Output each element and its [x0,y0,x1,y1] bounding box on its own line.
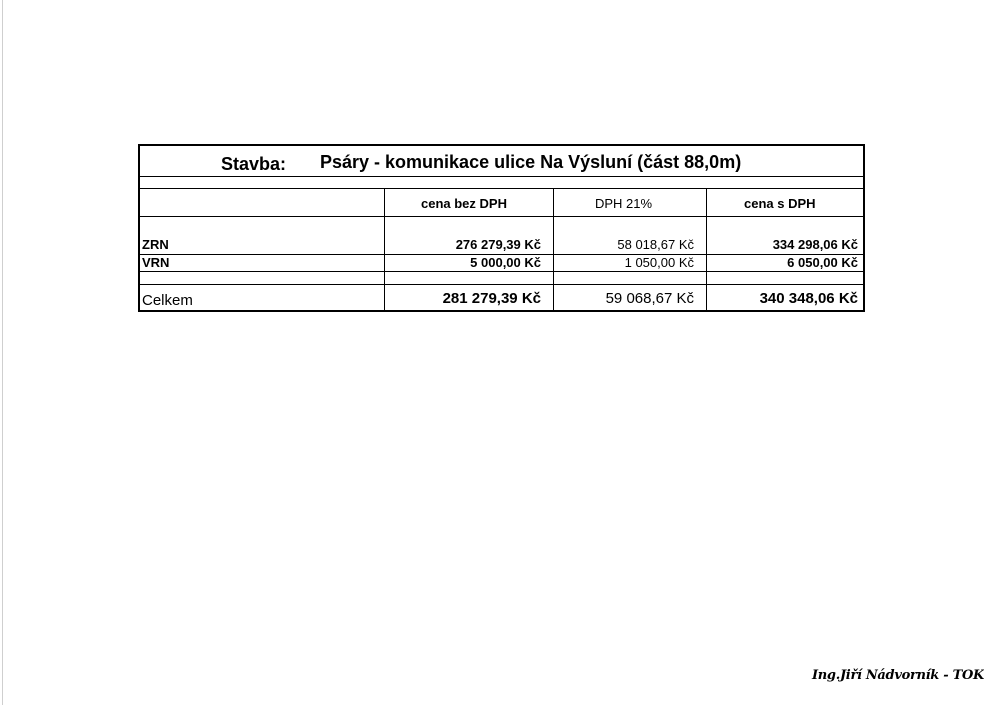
zrn-gross-value: 334 298,06 Kč [772,237,858,252]
construction-name: Psáry - komunikace ulice Na Výsluní (část 88,0m) [320,152,742,172]
vrn-net-value: 5 000,00 Kč [470,255,541,270]
rule-under-headers [140,216,863,217]
total-vat-value: 59 068,67 Kč [605,290,694,307]
vrn-vat-value: 1 050,00 Kč [624,255,694,270]
row-label-total: Celkem [142,292,193,309]
row-label-zrn: ZRN [142,237,169,252]
rule-above-headers [140,188,863,189]
column-divider-2 [553,188,554,312]
rule-above-total [140,284,863,285]
rule-under-vrn [140,271,863,272]
construction-label: Stavba: [221,154,287,174]
cost-summary-table [138,144,865,312]
zrn-vat-value: 58 018,67 Kč [617,237,694,252]
column-header-gross: cena s DPH [744,196,816,211]
zrn-net-value: 276 279,39 Kč [455,237,541,252]
column-header-net: cena bez DPH [421,196,507,211]
vrn-gross-value: 6 050,00 Kč [787,255,858,270]
page-edge-line [2,0,3,705]
column-header-vat: DPH 21% [595,196,653,211]
column-divider-1 [384,188,385,312]
total-net-value: 281 279,39 Kč [442,290,541,307]
total-gross-value: 340 348,06 Kč [759,290,858,307]
author-signature: Ing.Jiří Nádvorník - TOK [812,668,984,683]
rule-under-title [140,176,863,177]
row-label-vrn: VRN [142,255,170,270]
column-divider-3 [706,188,707,312]
